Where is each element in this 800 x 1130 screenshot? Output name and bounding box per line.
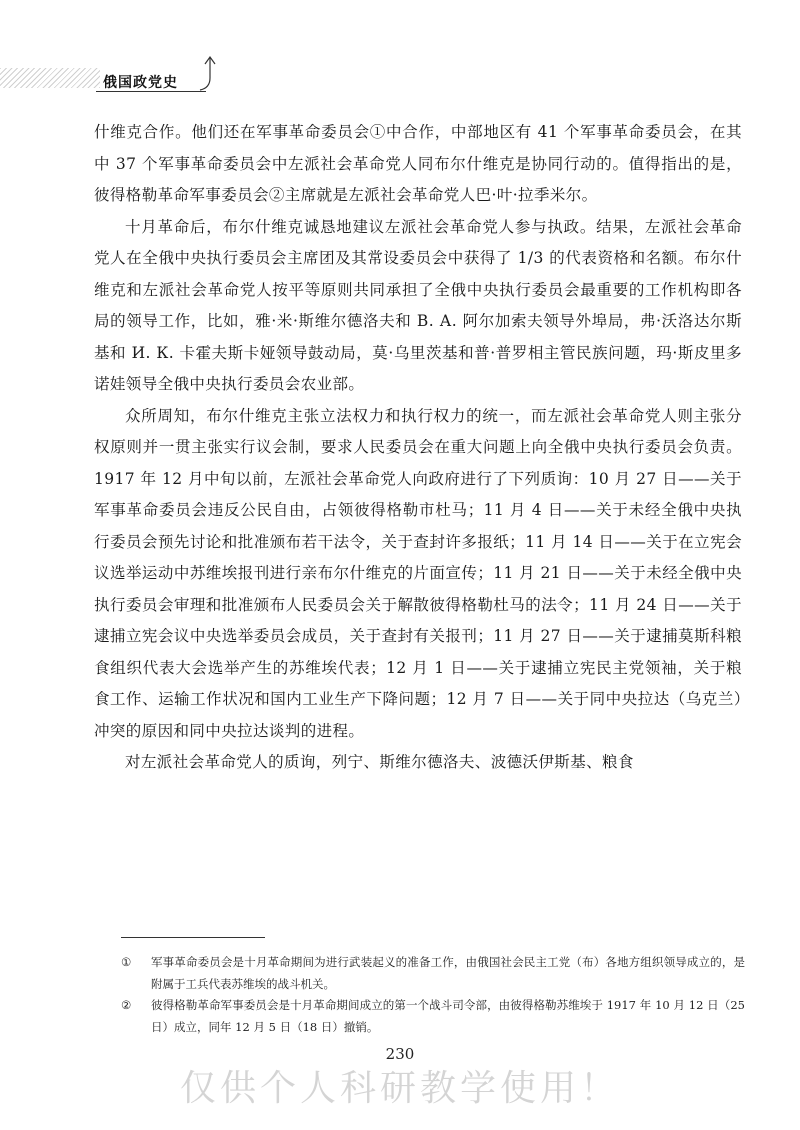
footnote-text: 彼得格勒革命军事委员会是十月革命期间成立的第一个战斗司令部，由彼得格勒苏维埃于 1917 年 10 月 12 日（25 日）成立，同年 12 月 5 日（18 日）撤销。 <box>151 998 745 1034</box>
footnote-separator <box>121 937 265 938</box>
body-text <box>94 117 742 779</box>
footnote <box>121 952 745 995</box>
paragraph: 什维克合作。他们还在军事革命委员会①中合作，中部地区有 41 个军事革命委员会，在其中 37 个军事革命委员会中左派社会革命党人同布尔什维克是协同行动的。值得指出的是，彼得格勒革命军事委员会②主席就是左派社会革命党人巴·叶·拉季米尔。 <box>94 123 742 204</box>
footnote-mark: ① <box>121 955 132 969</box>
paragraph: 十月革命后，布尔什维克诚恳地建议左派社会革命党人参与执政。结果，左派社会革命党人在全俄中央执行委员会主席团及其常设委员会中获得了 1/3 的代表资格和名额。布尔什维克和左派社会革命党人按平等原则共同承担了全俄中央执行委员会最重要的工作机构即各局的领导工作，比如，雅·米·斯维尔德洛夫和 В. А. 阿尔加索夫领导外埠局，弗·沃洛达尔斯基和 И. К. 卡霍夫斯卡娅领导鼓动局，莫·乌里茨基和普·普罗相主管民族问题，玛·斯皮里多诺娃领导全俄中央执行委员会农业部。 <box>94 217 742 393</box>
footnote-text: 军事革命委员会是十月革命期间为进行武装起义的准备工作，由俄国社会民主工党（布）各地方组织领导成立的，是附属于工兵代表苏维埃的战斗机关。 <box>151 955 745 991</box>
paragraph: 众所周知，布尔什维克主张立法权力和执行权力的统一，而左派社会革命党人则主张分权原则并一贯主张实行议会制，要求人民委员会在重大问题上向全俄中央执行委员会负责。1917 年 12 月中旬以前，左派社会革命党人向政府进行了下列质询：10 月 27 日——关于军事革命委员会违反公民自由，占领彼得格勒市杜马；11 月 4 日——关于未经全俄中央执行委员会预先讨论和批准颁布若干法令，关于查封许多报纸；11 月 14 日——关于在立宪会议选举运动中苏维埃报刊进行亲布尔什维克的片面宣传；11 月 21 日——关于未经全俄中央执行委员会审理和批准颁布人民委员会关于解散彼得格勒杜马的法令；11 月 24 日——关于逮捕立宪会议中央选举委员会成员，关于查封有关报刊；11 月 27 日——关于逮捕莫斯科粮食组织代表大会选举产生的苏维埃代表；12 月 1 日——关于逮捕立宪民主党领袖，关于粮食工作、运输工作状况和国内工业生产下降问题；12 月 7 日——关于同中央拉达（乌克兰）冲突的原因和同中央拉达谈判的进程。 <box>94 406 742 740</box>
page-number: 230 <box>385 1045 415 1063</box>
footnote-mark: ② <box>121 998 132 1012</box>
watermark: 仅供个人科研教学使用！ <box>179 1068 620 1109</box>
header-arrow-icon <box>196 54 220 94</box>
header-decoration <box>0 68 100 88</box>
footnote <box>121 995 745 1038</box>
paragraph: 对左派社会革命党人的质询，列宁、斯维尔德洛夫、波德沃伊斯基、粮食 <box>125 753 634 771</box>
footnotes <box>121 952 745 1038</box>
header-underline <box>96 91 206 92</box>
running-header-title: 俄国政党史 <box>103 75 178 91</box>
